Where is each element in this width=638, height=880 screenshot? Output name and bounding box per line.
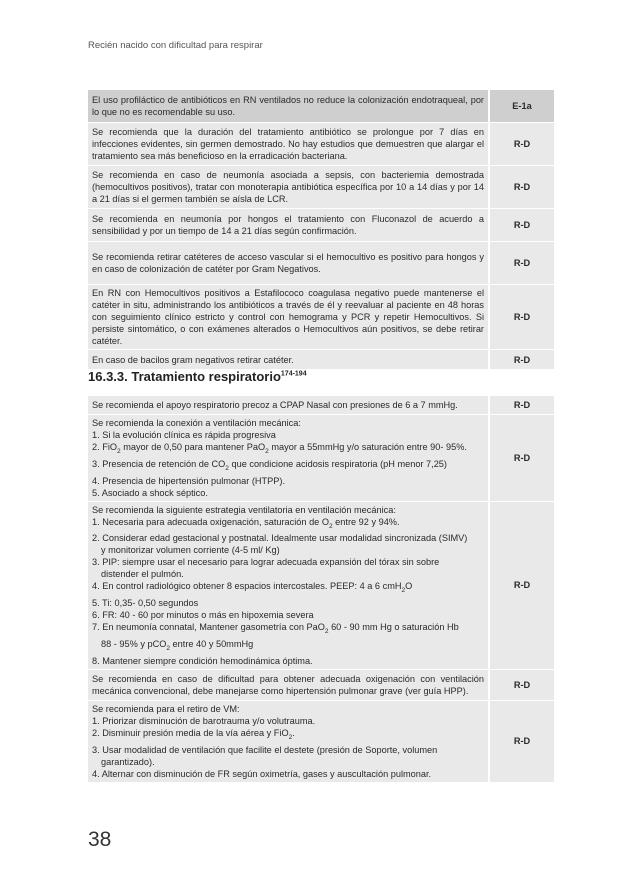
recommendation-text: Se recomienda que la duración del tratamiento antibiótico se prolongue por 7 días en infecciones evidentes, sin germen demostrado. No hay estudios que demuestren que alargar el tratamiento sea más beneficioso en la erradicación bacteriana. [88,123,489,166]
evidence-level: R-D [489,415,554,502]
evidence-level: R-D [489,166,554,209]
evidence-level: R-D [489,285,554,350]
recommendation-text: Se recomienda el apoyo respiratorio precoz a CPAP Nasal con presiones de 6 a 7 mmHg. [88,396,489,415]
recommendation-text: Se recomienda la siguiente estrategia ventilatoria en ventilación mecánica: 1. Necesaria para adecuada oxigenación, saturación de $O_2$ entre 92 y 94%. 2. Considerar edad gestacional y postnatal. Idealmente usar modalidad sincronizada (SIMV) y monitorizar volumen corriente (4-5 ml/ Kg) 3. PIP: siempre usar el necesario para lograr adecuada expansión del tórax sin sobre distender el pulmón. 4. En control radiológico obtener 8 espacios intercostales. PEEP: 4 a 6 cmH$_2$O 5. Ti: 0,35- 0,50 segundos 6. FR: 40 - 60 por minutos o más en hipoxemia severa 7. En neumonía connatal, Mantener gasometría con PaO$_2$ 60 - 90 mm Hg o saturación Hb 88 - 95% y pCO$_2$ entre 40 y 50mmHg 8. Mantener siempre condición hemodinámica óptima. [88,501,489,669]
recommendations-table-respiratory [88,396,554,783]
evidence-level: E-1a [489,90,554,123]
table-row [88,123,554,166]
recommendation-text: Se recomienda en caso de neumonía asociada a sepsis, con bacteriemia demostrada (hemocultivos positivos), tratar con monoterapia antibiótica específica por 10 a 14 días y por 14 a 21 días si el germen también se aísla de LCR. [88,166,489,209]
evidence-level: R-D [489,209,554,242]
table-row [88,415,554,502]
evidence-level: R-D [489,700,554,782]
recommendations-table-antibiotics [88,90,554,370]
recommendation-text: Se recomienda en caso de dificultad para obtener adecuada oxigenación con ventilación mecánica convencional, debe manejarse como hipertensión pulmonar grave (ver guía HPP). [88,669,489,700]
section-title: 16.3.3. Tratamiento respiratorio$^{174-194}$ [88,369,307,384]
table-row [88,209,554,242]
recommendation-text: En caso de bacilos gram negativos retirar catéter. [88,350,489,370]
page-number: 38 [88,828,112,851]
table-row [88,501,554,669]
evidence-level: R-D [489,242,554,285]
table-row [88,669,554,700]
evidence-level: R-D [489,501,554,669]
evidence-level: R-D [489,396,554,415]
evidence-level: R-D [489,350,554,370]
table-row [88,396,554,415]
recommendation-text: Se recomienda para el retiro de VM: 1. Priorizar disminución de barotrauma y/o volutrauma. 2. Disminuir presión media de la vía aérea y FiO$_2$. 3. Usar modalidad de ventilación que facilite el destete (presión de Soporte, volumen garantizado). 4. Alternar con disminución de FR según oximetría, gases y auscultación pulmonar. [88,700,489,782]
running-header: Recién nacido con dificultad para respirar [88,40,263,51]
table-row [88,90,554,123]
recommendation-text: Se recomienda la conexión a ventilación mecánica: 1. Si la evolución clínica es rápida progresiva 2. FiO$_2$ mayor de 0,50 para mantener PaO$_2$ mayor a 55mmHg y/o saturación entre 90- 95%. 3. Presencia de retención de $CO_2$ que condicione acidosis respiratoria (pH menor 7,25) 4. Presencia de hipertensión pulmonar (HTPP). 5. Asociado a shock séptico. [88,415,489,502]
recommendation-text: Se recomienda en neumonía por hongos el tratamiento con Fluconazol de acuerdo a sensibilidad y por un tiempo de 14 a 21 días según confirmación. [88,209,489,242]
recommendation-text: Se recomienda retirar catéteres de acceso vascular si el hemocultivo es positivo para hongos y en caso de colonización de catéter por Gram Negativos. [88,242,489,285]
evidence-level: R-D [489,123,554,166]
recommendation-text: En RN con Hemocultivos positivos a Estafilococo coagulasa negativo puede mantenerse el catéter in situ, administrando los antibióticos a través de él y reevaluar al paciente en 48 horas con seguimiento clínico estricto y control con hemograma y PCR y repetir Hemocultivos. Si persiste sintomático, o con exámenes alterados o Hemocultivos aún positivos, se debe retirar catéter. [88,285,489,350]
evidence-level: R-D [489,669,554,700]
table-row [88,350,554,370]
table-row [88,242,554,285]
table-row [88,285,554,350]
table-row [88,700,554,782]
table-row [88,166,554,209]
recommendation-text: El uso profiláctico de antibióticos en RN ventilados no reduce la colonización endotraqueal, por lo que no es recomendable su uso. [88,90,489,123]
section-references: 174-194 [280,370,307,378]
